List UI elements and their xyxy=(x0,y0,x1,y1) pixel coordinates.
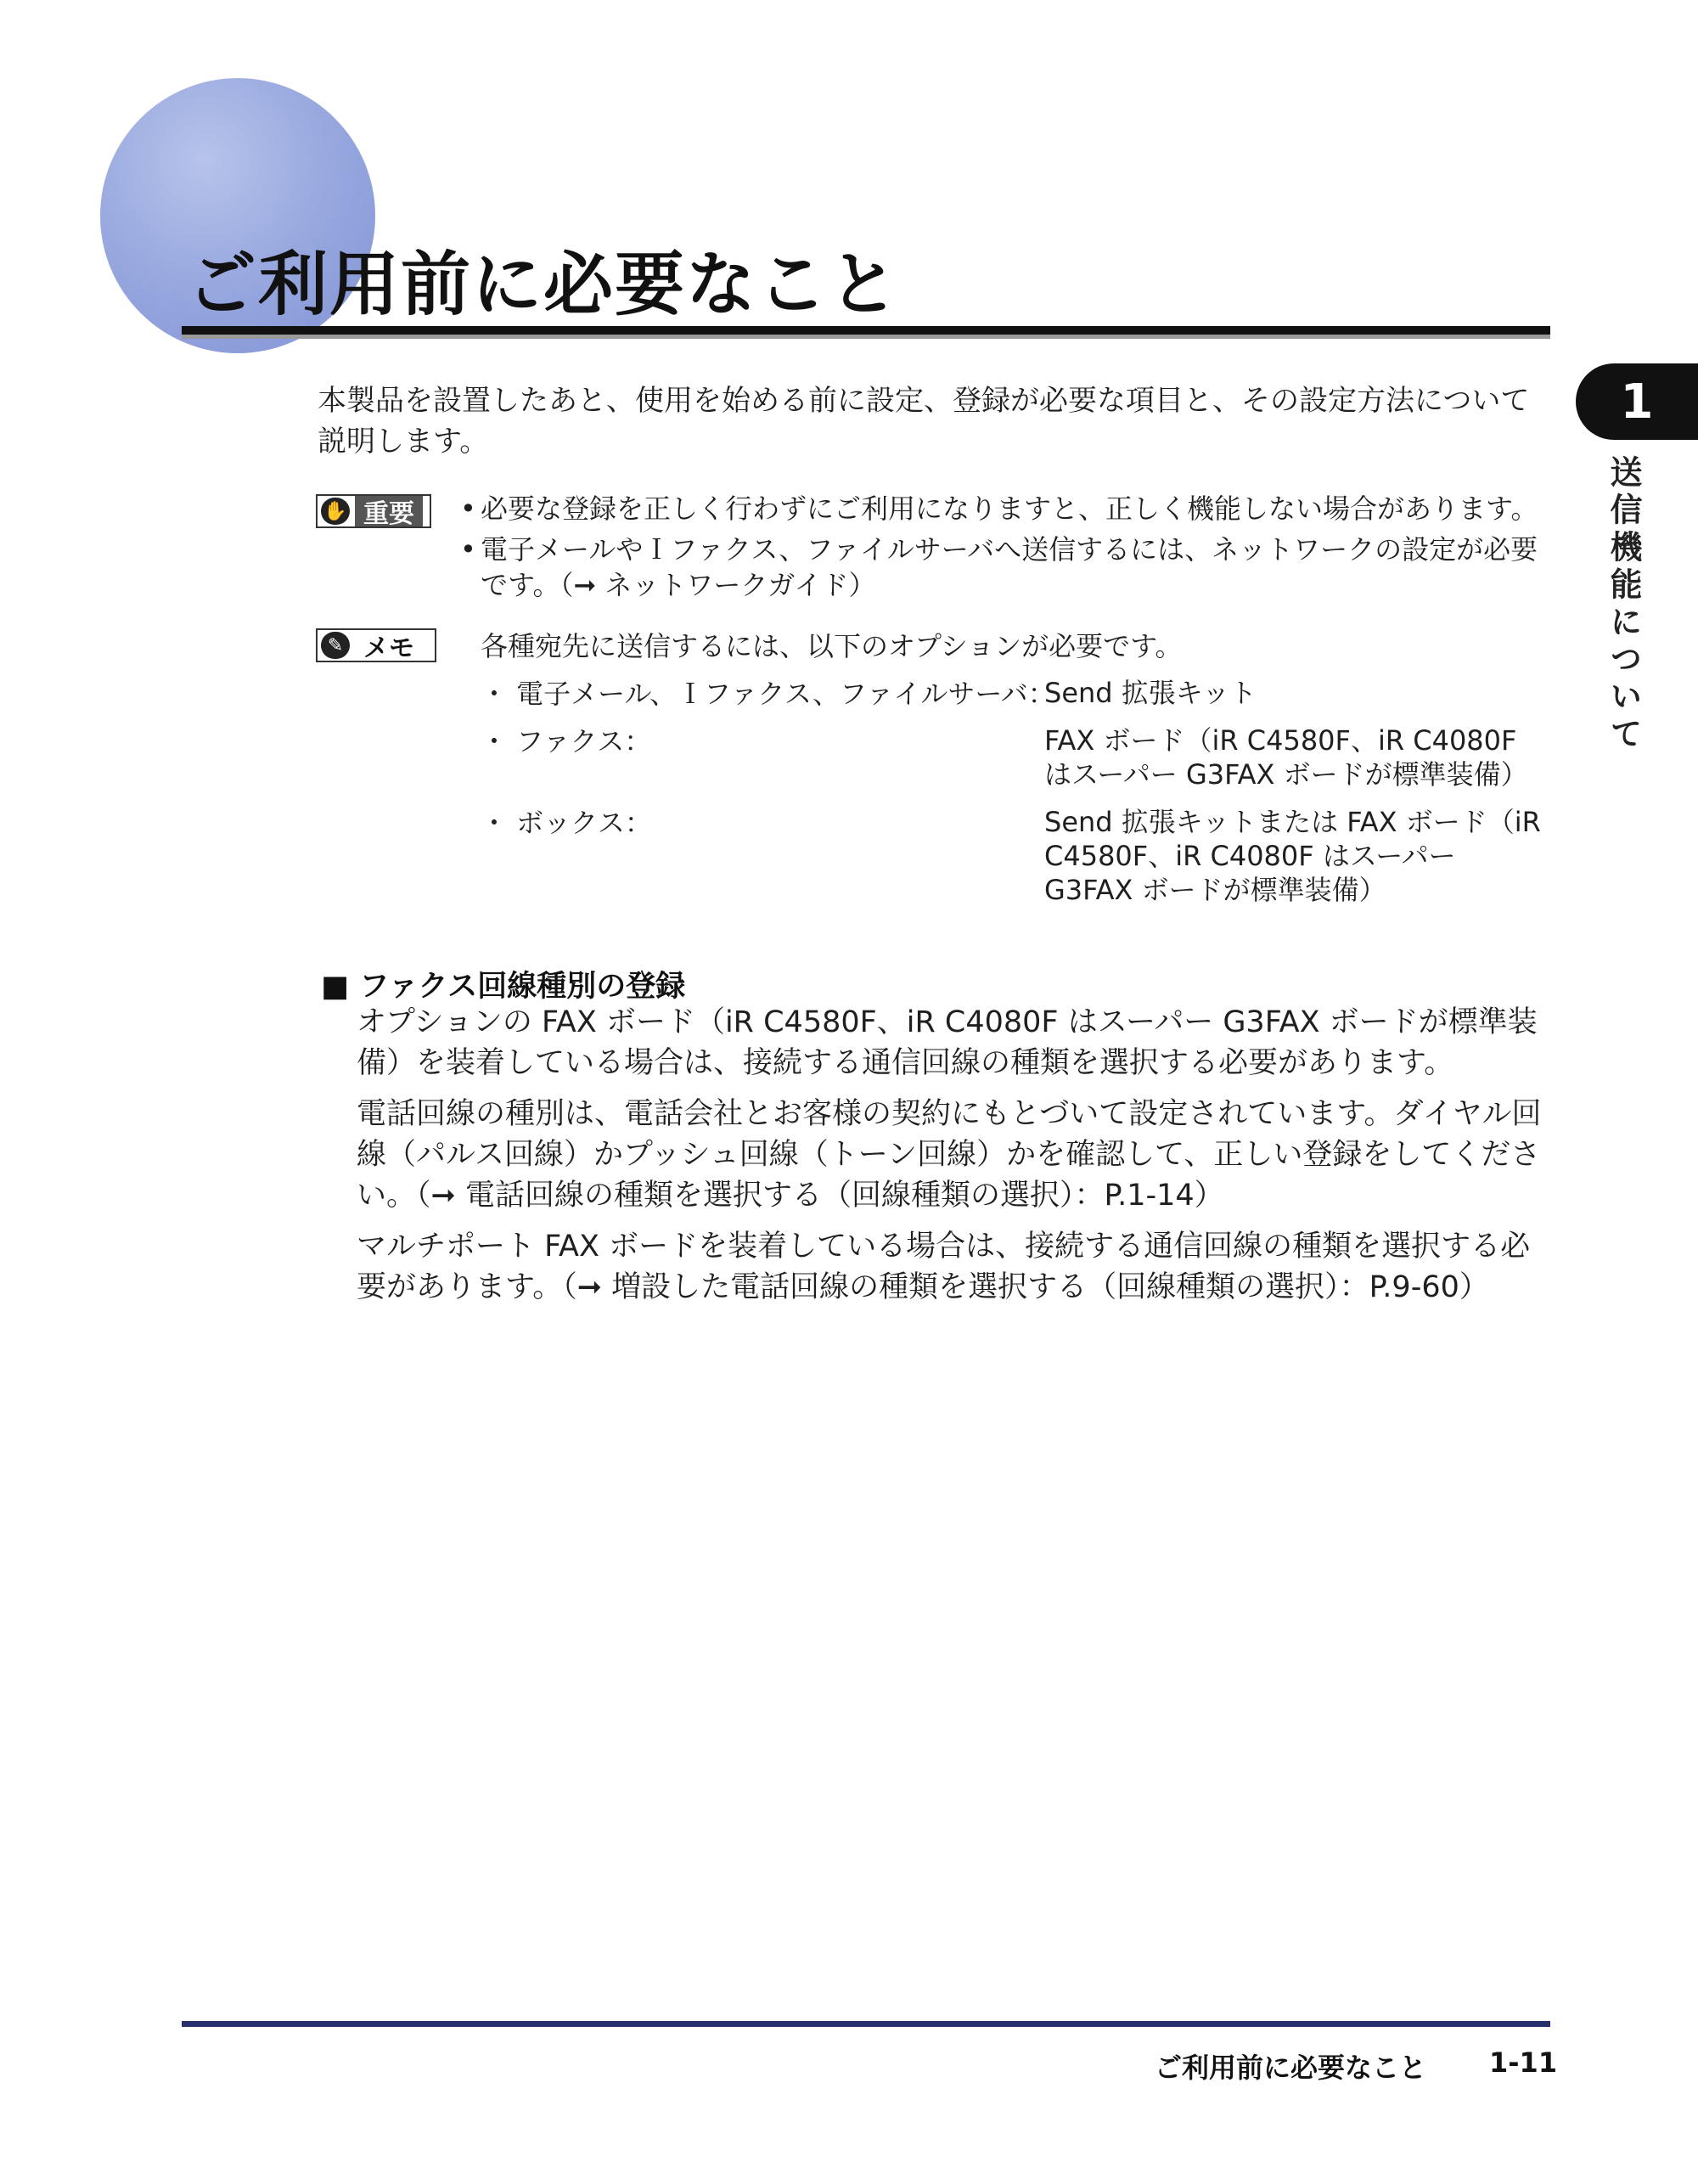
section-paragraph: 電話回線の種別は、電話会社とお客様の契約にもとづいて設定されています。ダイヤル回線（パルス回線）かプッシュ回線（トーン回線）かを確認して、正しい登録をしてください。（➞ 電話回線の種類を選択する（回線種類の選択）：P.1-14） xyxy=(357,1097,1542,1213)
chapter-title: 送信機能について xyxy=(1605,455,1642,754)
option-value: FAX ボード（iR C4580F、iR C4080F はスーパー G3FAX ボードが標準装備） xyxy=(1044,724,1528,791)
title-underline xyxy=(182,326,1550,335)
bullet-icon: • xyxy=(460,493,476,525)
chapter-tab xyxy=(1576,363,1698,440)
important-label xyxy=(316,494,431,528)
section-paragraph: オプションの FAX ボード（iR C4580F、iR C4080F はスーパー G3FAX ボードが標準装備）を装着している場合は、接続する通信回線の種類を選択する必要があります。 xyxy=(357,1005,1538,1080)
option-name: ・ ボックス： xyxy=(481,807,652,839)
footer-title: ご利用前に必要なこと xyxy=(1155,2052,1427,2084)
important-item: • 電子メールやＩファクス、ファイルサーバへ送信するには、ネットワークの設定が必要です。（➞ ネットワークガイド） xyxy=(460,533,1538,601)
pencil-icon: ✎ xyxy=(321,632,350,659)
memo-label-text: メモ xyxy=(355,630,423,661)
option-name: ・ ファクス： xyxy=(481,725,652,757)
intro-paragraph: 本製品を設置したあと、使用を始める前に設定、登録が必要な項目と、その設定方法について説明します。 xyxy=(318,384,1530,459)
hand-stop-icon: ✋ xyxy=(321,498,350,525)
section-heading: ■ ファクス回線種別の登録 xyxy=(321,970,686,1004)
chapter-number: 1 xyxy=(1620,374,1654,430)
footer-rule xyxy=(182,2021,1550,2027)
important-label-text: 重要 xyxy=(355,496,423,526)
title-underline-shadow xyxy=(182,335,1550,339)
section-paragraph: マルチポート FAX ボードを装着している場合は、接続する通信回線の種類を選択する必要があります。（➞ 増設した電話回線の種類を選択する（回線種類の選択）：P.9-60） xyxy=(357,1230,1531,1304)
page-number: 1-11 xyxy=(1489,2046,1558,2079)
option-value: Send 拡張キットまたは FAX ボード（iR C4580F、iR C4080F はスーパー G3FAX ボードが標準装備） xyxy=(1044,806,1541,906)
bullet-icon: • xyxy=(460,533,476,566)
memo-lead: 各種宛先に送信するには、以下のオプションが必要です。 xyxy=(481,630,1183,662)
page-title: ご利用前に必要なこと xyxy=(187,245,901,325)
option-value: Send 拡張キット xyxy=(1044,677,1257,709)
important-item: • 必要な登録を正しく行わずにご利用になりますと、正しく機能しない場合があります。 xyxy=(460,493,1538,525)
option-name: ・ 電子メール、Ｉファクス、ファイルサーバ： xyxy=(481,678,1055,710)
memo-label xyxy=(316,628,436,662)
